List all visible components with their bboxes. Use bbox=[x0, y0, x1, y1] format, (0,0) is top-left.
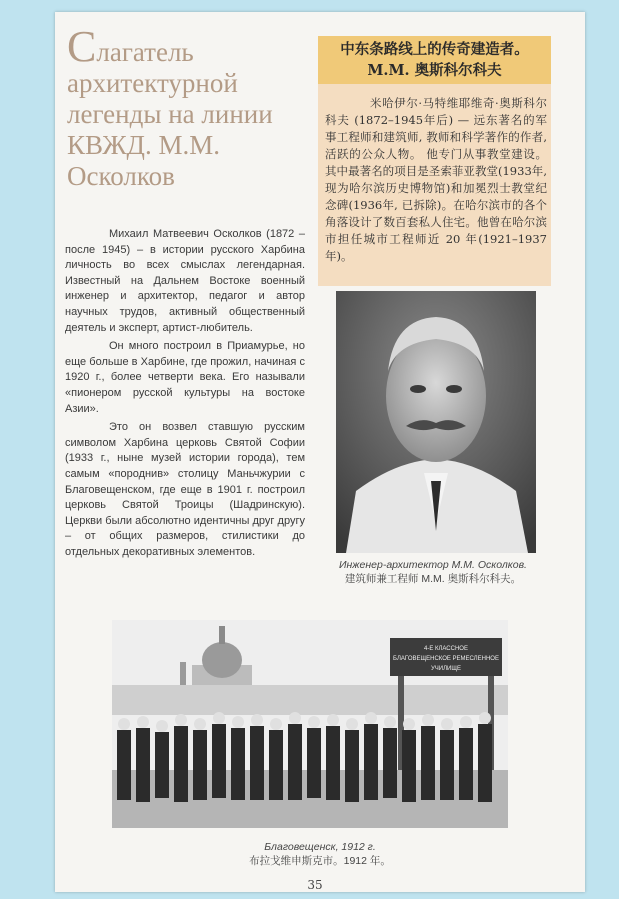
russian-article-text bbox=[65, 227, 305, 563]
book-page bbox=[55, 12, 585, 892]
chinese-heading-line2: M.M. 奥斯科尔科夫 bbox=[367, 62, 502, 79]
portrait-caption-zh: 建筑师兼工程师 M.M. 奥斯科尔科夫。 bbox=[344, 573, 522, 585]
portrait-photo bbox=[336, 291, 536, 553]
paragraph-3: Это он возвел ставшую русским символом Харбина церковь Святой Софии (1933 г., ныне музей истории города), тем самым «породнив» столицу Маньчжурии с Благовещенском, где еще в 1901 г. построил церковь Святой Троицы (Шадринскую). Церкви были абсолютно идентичны друг другу – от общих размеров, стилистики до отдельных декоративных элементов. bbox=[65, 421, 305, 558]
chinese-summary-text: 米哈伊尔·马特维耶维奇·奥斯科尔科夫 (1872–1945年后) — 远东著名的军事工程师和建筑师, 教师和科学著作的作者, 活跃的公众人物。 他专门从事教堂建设。 其中最著名的项目是圣索菲亚教堂(1933年, 现为哈尔滨历史博物馆)和加冕烈士教堂纪念碑(1936年, 已拆除)。在哈尔滨市的各个角落设计了数百套私人住宅。他曾在哈尔滨市担任城市工程师近 20 年(1921–1937 年)。 bbox=[325, 96, 547, 263]
chinese-summary-heading bbox=[318, 36, 551, 84]
article-title bbox=[67, 22, 317, 192]
page-number: 35 bbox=[307, 878, 323, 892]
chinese-heading-line1: 中东条路线上的传奇建造者。 bbox=[340, 41, 529, 58]
portrait-caption bbox=[317, 558, 549, 586]
group-photo-caption-zh: 布拉戈维申斯克市。1912 年。 bbox=[249, 855, 391, 867]
drop-cap: С bbox=[67, 22, 97, 71]
title-rest: лагатель архитектурной легенды на линии КВЖД. М.М. Осколков bbox=[67, 37, 273, 191]
paragraph-1: Михаил Матвеевич Осколков (1872 – после 1945) – в истории русского Харбина личность во всех смыслах легендарная. Известный на Дальнем Востоке военный инженер и архитектор, педагог и автор научных трудов, активный общественный деятель и эксперт, артист-любитель. bbox=[65, 228, 305, 334]
group-photo-caption bbox=[205, 840, 435, 868]
paragraph-2: Он много построил в Приамурье, но еще больше в Харбине, где прожил, начиная с 1920 г., более четверти века. Его называли «пионером русской культуры на востоке Азии». bbox=[65, 340, 305, 415]
historic-group-photo bbox=[112, 620, 508, 828]
portrait-caption-ru: Инженер-архитектор М.М. Осколков. bbox=[339, 559, 527, 571]
school-sign-line2: БЛАГОВЕЩЕНСКОЕ РЕМЕСЛЕННОЕ bbox=[393, 656, 499, 662]
school-sign-line3: УЧИЛИЩЕ bbox=[431, 666, 461, 672]
school-sign-line1: 4-Е КЛАССНОЕ bbox=[424, 646, 468, 652]
group-photo-caption-ru: Благовещенск, 1912 г. bbox=[264, 841, 376, 853]
